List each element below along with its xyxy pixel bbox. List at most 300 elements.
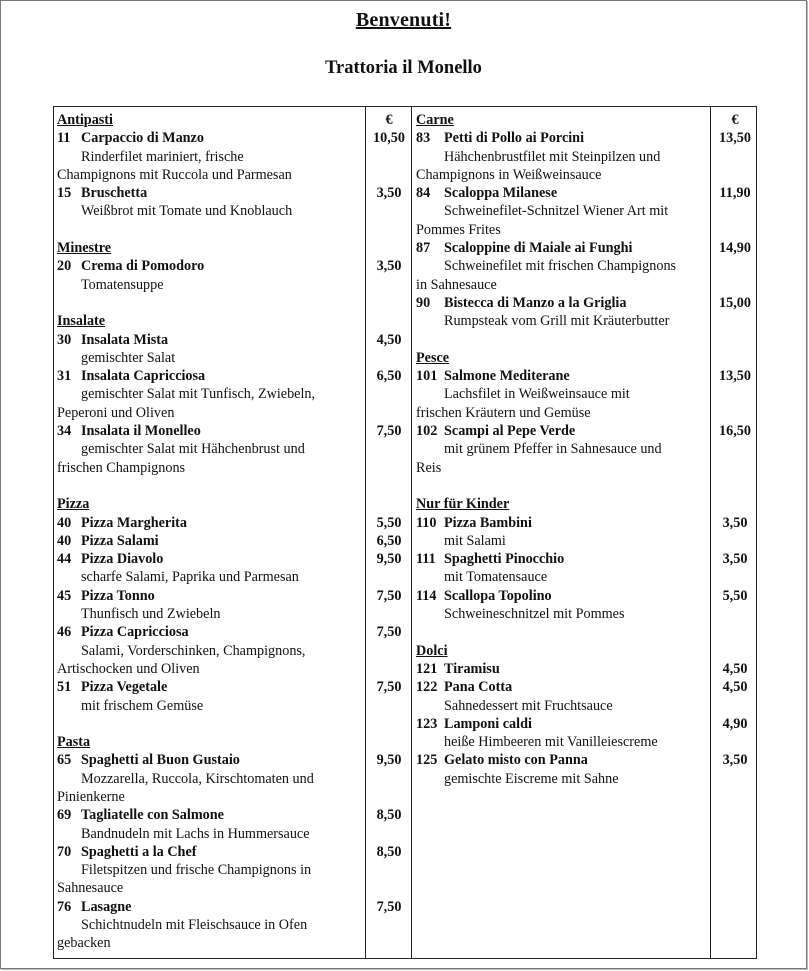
- price-line: [366, 111, 412, 129]
- item-name: Pizza Diavolo: [81, 551, 164, 568]
- item-description: Sahnesauce: [57, 880, 124, 897]
- item-description: frischen Champignons: [57, 459, 186, 476]
- right-price-column: [712, 111, 758, 788]
- item-price: 7,50: [376, 587, 402, 604]
- price-line: [366, 568, 412, 586]
- menu-line: [416, 111, 708, 129]
- menu-line: [57, 770, 365, 788]
- price-line: [366, 422, 412, 440]
- item-price: 8,50: [376, 807, 402, 824]
- price-line: [712, 294, 758, 312]
- item-number: 76: [57, 898, 72, 915]
- menu-table: [53, 106, 757, 959]
- menu-line: [416, 697, 708, 715]
- menu-line: [57, 294, 365, 312]
- item-name: Lasagne: [81, 898, 132, 915]
- price-line: [366, 934, 412, 952]
- item-number: 110: [416, 514, 437, 531]
- menu-line: [57, 550, 365, 568]
- item-description: gemischter Salat mit Tunfisch, Zwiebeln,: [81, 386, 316, 403]
- item-name: Pizza Margherita: [81, 514, 187, 531]
- item-description: gemischte Eiscreme mit Sahne: [444, 770, 619, 787]
- item-description: Schichtnudeln mit Fleischsauce in Ofen: [81, 917, 308, 934]
- price-line: [366, 642, 412, 660]
- price-line: [712, 697, 758, 715]
- menu-line: [416, 568, 708, 586]
- item-number: 44: [57, 551, 72, 568]
- menu-line: [416, 257, 708, 275]
- menu-line: [57, 166, 365, 184]
- menu-line: [57, 898, 365, 916]
- item-number: 101: [416, 368, 438, 385]
- menu-line: [57, 331, 365, 349]
- menu-line: [57, 532, 365, 550]
- item-name: Scallopa Topolino: [444, 587, 552, 604]
- category-heading: Carne: [416, 112, 454, 128]
- item-name: Pizza Vegetale: [81, 679, 168, 696]
- category-heading: Pesce: [416, 349, 450, 366]
- item-price: 16,50: [719, 423, 751, 440]
- item-description: Tomatensuppe: [81, 276, 164, 293]
- price-line: [712, 184, 758, 202]
- price-line: [366, 385, 412, 403]
- price-line: [366, 202, 412, 220]
- item-description: Thunfisch und Zwiebeln: [81, 606, 221, 623]
- item-description: gemischter Salat mit Hähchenbrust und: [81, 441, 305, 458]
- menu-line: [416, 239, 708, 257]
- item-description: gemischter Salat: [81, 349, 176, 366]
- item-price: 7,50: [376, 898, 402, 915]
- price-line: [712, 587, 758, 605]
- menu-line: [57, 385, 365, 403]
- item-number: 90: [416, 294, 431, 311]
- price-line: [366, 733, 412, 751]
- menu-line: [416, 495, 708, 513]
- item-number: 15: [57, 185, 72, 202]
- item-number: 51: [57, 679, 72, 696]
- item-price: 3,50: [376, 185, 402, 202]
- item-number: 102: [416, 423, 438, 440]
- item-name: Spaghetti al Buon Gustaio: [81, 752, 240, 769]
- item-description: Champignons mit Ruccola und Parmesan: [57, 166, 292, 183]
- price-line: [366, 459, 412, 477]
- menu-line: [57, 422, 365, 440]
- item-description: mit Tomatensauce: [444, 569, 548, 586]
- price-line: [712, 660, 758, 678]
- menu-line: [416, 221, 708, 239]
- item-description: Schweinefilet-Schnitzel Wiener Art mit: [444, 203, 669, 220]
- menu-line: [416, 440, 708, 458]
- category-heading: Pizza: [57, 496, 90, 513]
- price-line: [366, 751, 412, 769]
- menu-line: [416, 514, 708, 532]
- category-heading: Dolci: [416, 642, 448, 659]
- menu-line: [57, 879, 365, 897]
- menu-line: [416, 678, 708, 696]
- item-description: Weißbrot mit Tomate und Knoblauch: [81, 203, 293, 220]
- left-menu-column: [57, 111, 365, 953]
- item-name: Bruschetta: [81, 185, 148, 202]
- item-price: 3,50: [722, 752, 748, 769]
- item-number: 40: [57, 532, 72, 549]
- menu-line: [57, 678, 365, 696]
- price-line: [366, 221, 412, 239]
- menu-line: [57, 660, 365, 678]
- menu-line: [57, 825, 365, 843]
- item-name: Pizza Bambini: [444, 514, 532, 531]
- price-line: [366, 532, 412, 550]
- price-line: [366, 440, 412, 458]
- item-name: Petti di Pollo ai Porcini: [444, 130, 585, 147]
- item-price: 6,50: [376, 368, 402, 385]
- item-number: 122: [416, 679, 438, 696]
- item-description: heiße Himbeeren mit Vanilleiescreme: [444, 734, 658, 751]
- price-line: [712, 495, 758, 513]
- item-number: 70: [57, 843, 72, 860]
- price-line: [366, 184, 412, 202]
- item-price: 8,50: [376, 843, 402, 860]
- item-price: 15,00: [719, 294, 751, 311]
- item-description: Lachsfilet in Weißweinsauce mit: [444, 386, 630, 403]
- item-number: 11: [57, 130, 71, 147]
- price-line: [366, 898, 412, 916]
- price-line: [712, 751, 758, 769]
- menu-line: [416, 532, 708, 550]
- price-line: [712, 148, 758, 166]
- item-name: Crema di Pomodoro: [81, 258, 205, 275]
- menu-line: [57, 605, 365, 623]
- item-description: mit Salami: [444, 532, 506, 549]
- item-description: Hähchenbrustfilet mit Steinpilzen und: [444, 148, 661, 165]
- category-heading: Antipasti: [57, 112, 113, 128]
- category-heading: Insalate: [57, 313, 106, 330]
- item-number: 20: [57, 258, 72, 275]
- price-line: [712, 422, 758, 440]
- price-line: [712, 385, 758, 403]
- item-description: mit grünem Pfeffer in Sahnesauce und: [444, 441, 662, 458]
- item-name: Pizza Salami: [81, 532, 159, 549]
- menu-line: [57, 587, 365, 605]
- menu-line: [57, 148, 365, 166]
- menu-line: [416, 404, 708, 422]
- price-line: [712, 331, 758, 349]
- menu-line: [57, 129, 365, 147]
- menu-line: [416, 349, 708, 367]
- price-line: [712, 550, 758, 568]
- menu-line: [57, 861, 365, 879]
- item-price: 7,50: [376, 679, 402, 696]
- menu-line: [57, 751, 365, 769]
- menu-line: [57, 495, 365, 513]
- item-name: Pizza Capricciosa: [81, 624, 189, 641]
- item-number: 31: [57, 368, 72, 385]
- price-line: [366, 916, 412, 934]
- price-line: [366, 825, 412, 843]
- item-price: 5,50: [722, 587, 748, 604]
- item-price: 3,50: [722, 514, 748, 531]
- price-line: [712, 166, 758, 184]
- item-description: Filetspitzen und frische Champignons in: [81, 862, 312, 879]
- price-line: [712, 514, 758, 532]
- item-number: 121: [416, 660, 438, 677]
- welcome-heading: Benvenuti!: [355, 9, 452, 31]
- menu-line: [416, 129, 708, 147]
- menu-line: [416, 422, 708, 440]
- menu-line: [57, 788, 365, 806]
- left-price-column: [366, 111, 412, 953]
- item-description: Schweinefilet mit frischen Champignons: [444, 258, 677, 275]
- menu-line: [57, 239, 365, 257]
- price-line: [366, 349, 412, 367]
- menu-line: [416, 623, 708, 641]
- item-price: 4,90: [722, 715, 748, 732]
- menu-line: [57, 257, 365, 275]
- item-number: 125: [416, 752, 438, 769]
- menu-line: [416, 312, 708, 330]
- price-line: [366, 239, 412, 257]
- price-line: [366, 129, 412, 147]
- price-line: [366, 678, 412, 696]
- item-description: Schweineschnitzel mit Pommes: [444, 606, 625, 623]
- item-price: 3,50: [722, 551, 748, 568]
- menu-line: [57, 440, 365, 458]
- item-description: Rinderfilet mariniert, frische: [81, 148, 244, 165]
- price-line: [712, 111, 758, 129]
- restaurant-name: Trattoria il Monello: [325, 58, 482, 78]
- price-line: [366, 550, 412, 568]
- price-line: [366, 697, 412, 715]
- price-line: [366, 404, 412, 422]
- menu-line: [416, 148, 708, 166]
- price-line: [366, 477, 412, 495]
- item-price: 6,50: [376, 532, 402, 549]
- item-name: Salmone Mediterane: [444, 368, 570, 385]
- menu-line: [57, 715, 365, 733]
- item-name: Tiramisu: [444, 660, 500, 677]
- item-price: 9,50: [376, 551, 402, 568]
- item-description: mit frischem Gemüse: [81, 697, 204, 714]
- price-line: [366, 587, 412, 605]
- menu-line: [416, 770, 708, 788]
- currency-header: €: [731, 112, 739, 128]
- item-price: 4,50: [376, 331, 402, 348]
- price-line: [712, 349, 758, 367]
- price-line: [712, 202, 758, 220]
- price-line: [712, 715, 758, 733]
- menu-line: [416, 166, 708, 184]
- price-line: [712, 623, 758, 641]
- item-price: 7,50: [376, 624, 402, 641]
- menu-line: [416, 550, 708, 568]
- price-line: [712, 257, 758, 275]
- category-heading: Minestre: [57, 240, 112, 257]
- item-number: 45: [57, 587, 72, 604]
- item-description: Salami, Vorderschinken, Champignons,: [81, 642, 306, 659]
- menu-line: [57, 367, 365, 385]
- menu-line: [416, 642, 708, 660]
- menu-line: [57, 221, 365, 239]
- item-description: frischen Kräutern und Gemüse: [416, 404, 591, 421]
- item-name: Insalata il Monelleo: [81, 423, 201, 440]
- price-line: [366, 843, 412, 861]
- menu-line: [57, 404, 365, 422]
- item-price: 13,50: [719, 130, 751, 147]
- item-name: Tagliatelle con Salmone: [81, 807, 224, 824]
- item-price: 7,50: [376, 423, 402, 440]
- menu-line: [416, 331, 708, 349]
- menu-line: [57, 184, 365, 202]
- menu-line: [416, 184, 708, 202]
- right-menu-column: [416, 111, 708, 788]
- item-price: 5,50: [376, 514, 402, 531]
- menu-line: [416, 733, 708, 751]
- menu-line: [416, 367, 708, 385]
- item-name: Spaghetti Pinocchio: [444, 551, 565, 568]
- item-number: 84: [416, 185, 431, 202]
- menu-line: [57, 568, 365, 586]
- price-line: [366, 276, 412, 294]
- menu-line: [57, 843, 365, 861]
- price-line: [712, 642, 758, 660]
- item-price: 13,50: [719, 368, 751, 385]
- price-line: [712, 605, 758, 623]
- menu-line: [57, 349, 365, 367]
- item-name: Scampi al Pepe Verde: [444, 423, 576, 440]
- menu-line: [416, 587, 708, 605]
- menu-line: [57, 697, 365, 715]
- item-name: Insalata Capricciosa: [81, 368, 206, 385]
- item-number: 87: [416, 240, 431, 257]
- menu-line: [57, 806, 365, 824]
- item-description: Rumpsteak vom Grill mit Kräuterbutter: [444, 313, 670, 330]
- item-number: 46: [57, 624, 72, 641]
- menu-line: [57, 623, 365, 641]
- item-name: Lamponi caldi: [444, 715, 532, 732]
- item-price: 4,50: [722, 679, 748, 696]
- price-line: [366, 605, 412, 623]
- item-description: Pinienkerne: [57, 788, 125, 805]
- item-description: Champignons in Weißweinsauce: [416, 166, 602, 183]
- price-line: [366, 166, 412, 184]
- menu-line: [416, 715, 708, 733]
- menu-line: [57, 111, 365, 129]
- menu-line: [57, 276, 365, 294]
- price-line: [712, 678, 758, 696]
- menu-line: [57, 514, 365, 532]
- price-line: [712, 129, 758, 147]
- price-line: [712, 239, 758, 257]
- item-price: 11,90: [719, 185, 751, 202]
- column-divider: [710, 107, 711, 958]
- price-line: [366, 623, 412, 641]
- menu-line: [416, 294, 708, 312]
- menu-line: [57, 642, 365, 660]
- price-line: [712, 459, 758, 477]
- price-line: [366, 312, 412, 330]
- price-line: [366, 148, 412, 166]
- menu-line: [416, 276, 708, 294]
- item-description: Artischocken und Oliven: [57, 660, 200, 677]
- price-line: [712, 367, 758, 385]
- price-line: [712, 477, 758, 495]
- item-description: Pommes Frites: [416, 221, 501, 238]
- price-line: [366, 367, 412, 385]
- item-description: Bandnudeln mit Lachs in Hummersauce: [81, 825, 310, 842]
- item-name: Pizza Tonno: [81, 587, 155, 604]
- price-line: [366, 331, 412, 349]
- menu-line: [57, 477, 365, 495]
- menu-line: [57, 733, 365, 751]
- price-line: [366, 495, 412, 513]
- price-line: [712, 312, 758, 330]
- item-description: Sahnedessert mit Fruchtsauce: [444, 697, 613, 714]
- item-description: Reis: [416, 459, 442, 476]
- item-description: Peperoni und Oliven: [57, 404, 175, 421]
- price-line: [366, 715, 412, 733]
- item-price: 14,90: [719, 240, 751, 257]
- price-line: [366, 257, 412, 275]
- item-name: Gelato misto con Panna: [444, 752, 588, 769]
- item-name: Scaloppine di Maiale ai Funghi: [444, 240, 633, 257]
- menu-line: [416, 660, 708, 678]
- price-line: [712, 221, 758, 239]
- item-number: 69: [57, 807, 72, 824]
- item-name: Pana Cotta: [444, 679, 513, 696]
- price-line: [366, 770, 412, 788]
- price-line: [366, 788, 412, 806]
- item-number: 114: [416, 587, 437, 604]
- price-line: [366, 660, 412, 678]
- item-name: Bistecca di Manzo a la Griglia: [444, 294, 627, 311]
- menu-line: [57, 459, 365, 477]
- price-line: [712, 404, 758, 422]
- item-name: Insalata Mista: [81, 331, 169, 348]
- price-line: [366, 879, 412, 897]
- price-line: [712, 568, 758, 586]
- item-description: gebacken: [57, 935, 111, 952]
- item-price: 3,50: [376, 258, 402, 275]
- item-number: 34: [57, 423, 72, 440]
- category-heading: Nur für Kinder: [416, 496, 510, 513]
- item-price: 10,50: [373, 130, 405, 147]
- item-name: Scaloppa Milanese: [444, 185, 558, 202]
- item-name: Carpaccio di Manzo: [81, 130, 204, 147]
- menu-line: [416, 751, 708, 769]
- item-name: Spaghetti a la Chef: [81, 843, 197, 860]
- menu-line: [416, 385, 708, 403]
- price-line: [366, 806, 412, 824]
- price-line: [712, 770, 758, 788]
- price-line: [366, 861, 412, 879]
- menu-line: [416, 477, 708, 495]
- menu-line: [57, 916, 365, 934]
- price-line: [712, 276, 758, 294]
- price-line: [366, 514, 412, 532]
- item-number: 111: [416, 551, 436, 568]
- item-description: scharfe Salami, Paprika und Parmesan: [81, 569, 299, 586]
- menu-line: [416, 459, 708, 477]
- item-price: 4,50: [722, 660, 748, 677]
- price-line: [712, 532, 758, 550]
- menu-line: [416, 605, 708, 623]
- item-price: 9,50: [376, 752, 402, 769]
- item-number: 40: [57, 514, 72, 531]
- item-description: Mozzarella, Ruccola, Kirschtomaten und: [81, 770, 314, 787]
- category-heading: Pasta: [57, 734, 91, 751]
- menu-line: [57, 312, 365, 330]
- item-number: 123: [416, 715, 438, 732]
- menu-line: [57, 934, 365, 952]
